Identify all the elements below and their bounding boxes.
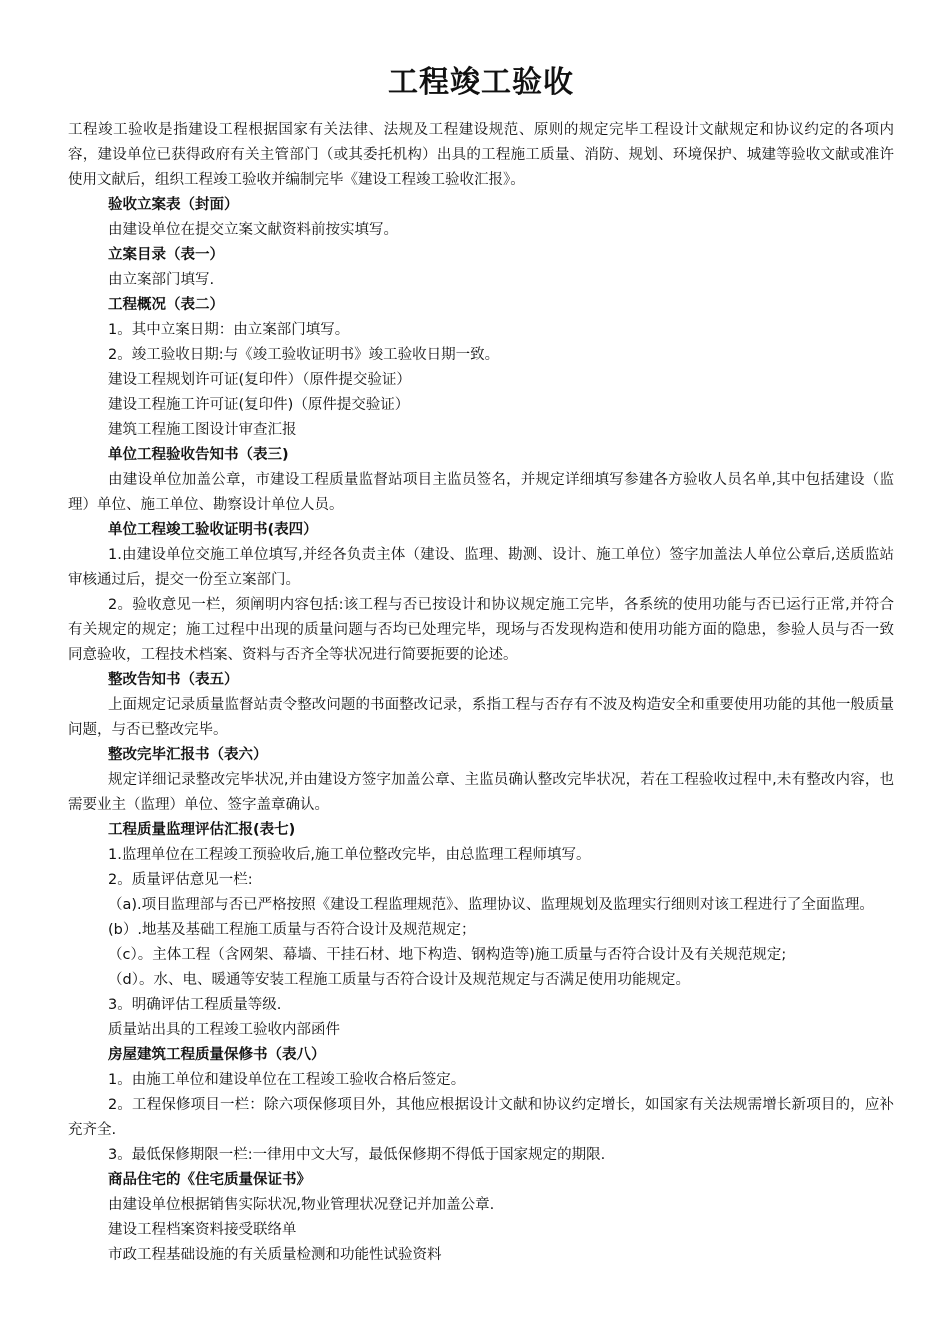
body-paragraph: （a).项目监理部与否已严格按照《建设工程监理规范》、监理协议、监理规划及监理实行细则对该工程进行了全面监理。 (108, 897, 874, 913)
body-line: 质量站出具的工程竣工验收内部函件 (108, 1022, 340, 1038)
body-line: 1。由施工单位和建设单位在工程竣工验收合格后签定。 (108, 1072, 466, 1088)
body-paragraph: 规定详细记录整改完毕状况,并由建设方签字加盖公章、主监员确认整改完毕状况，若在工程验收过程中,未有整改内容，也需要业主（监理）单位、签字盖章确认。 (68, 772, 894, 813)
body-line: 建设工程档案资料接受联络单 (108, 1222, 297, 1238)
body-line: 市政工程基础设施的有关质量检测和功能性试验资料 (108, 1247, 442, 1263)
body-line: 3。最低保修期限一栏:一律用中文大写，最低保修期不得低于国家规定的期限. (108, 1147, 606, 1163)
body-line: 1.监理单位在工程竣工预验收后,施工单位整改完毕，由总监理工程师填写。 (108, 847, 591, 863)
body-line: 2。竣工验收日期:与《竣工验收证明书》竣工验收日期一致。 (108, 347, 500, 363)
body-line: （c）。主体工程（含网架、幕墙、干挂石材、地下构造、钢构造等)施工质量与否符合设计及有关规范规定; (108, 947, 787, 963)
body-line: 3。明确评估工程质量等级. (108, 997, 282, 1013)
section-heading-table-6: 整改完毕汇报书（表六） (108, 747, 268, 763)
section-heading-cover: 验收立案表（封面） (108, 197, 239, 213)
body-paragraph: 2。工程保修项目一栏：除六项保修项目外，其他应根据设计文献和协议约定增长，如国家有关法规需增长新项目的，应补充齐全. (68, 1097, 894, 1138)
section-heading-table-3: 单位工程验收告知书（表三) (108, 447, 289, 463)
body-paragraph: 1.由建设单位交施工单位填写,并经各负责主体（建设、监理、勘测、设计、施工单位）签字加盖法人单位公章后,送质监站审核通过后，提交一份至立案部门。 (68, 547, 894, 588)
section-heading-table-4: 单位工程竣工验收证明书(表四） (108, 522, 318, 538)
section-heading-table-2: 工程概况（表二） (108, 297, 224, 313)
body-line: （d）。水、电、暖通等安装工程施工质量与否符合设计及规范规定与否满足使用功能规定。 (108, 972, 690, 988)
document-page (68, 58, 894, 1268)
section-heading-table-8: 房屋建筑工程质量保修书（表八） (108, 1047, 326, 1063)
document-body (68, 193, 894, 1268)
section-heading-table-5: 整改告知书（表五） (108, 672, 239, 688)
body-line: 由建设单位根据销售实际状况,物业管理状况登记并加盖公章. (108, 1197, 495, 1213)
body-paragraph: 上面规定记录质量监督站责令整改问题的书面整改记录，系指工程与否存有不波及构造安全和重要使用功能的其他一般质量问题，与否已整改完毕。 (68, 697, 894, 738)
body-line: 由建设单位在提交立案文献资料前按实填写。 (108, 222, 398, 238)
body-paragraph: 由建设单位加盖公章，市建设工程质量监督站项目主监员签名，并规定详细填写参建各方验收人员名单,其中包括建设（监理）单位、施工单位、勘察设计单位人员。 (68, 472, 894, 513)
body-line: 由立案部门填写. (108, 272, 215, 288)
section-heading-table-1: 立案目录（表一） (108, 247, 224, 263)
section-heading-table-7: 工程质量监理评估汇报(表七) (108, 822, 296, 838)
body-line: 2。质量评估意见一栏: (108, 872, 253, 888)
body-line: 1。其中立案日期：由立案部门填写。 (108, 322, 350, 338)
body-line: 建设工程施工许可证(复印件)（原件提交验证） (108, 397, 410, 413)
body-line: (b）.地基及基础工程施工质量与否符合设计及规范规定； (108, 922, 476, 938)
body-line: 建设工程规划许可证(复印件）（原件提交验证） (108, 372, 411, 388)
page-title: 工程竣工验收 (388, 65, 574, 100)
body-paragraph: 2。验收意见一栏，须阐明内容包括:该工程与否已按设计和协议规定施工完毕，各系统的使用功能与否已运行正常,并符合有关规定的规定；施工过程中出现的质量问题与否均已处理完毕，现场与否发现构造和使用功能方面的隐患，参验人员与否一致同意验收，工程技术档案、资料与否齐全等状况进行简要扼要的论述。 (68, 597, 894, 663)
intro-paragraph: 工程竣工验收是指建设工程根据国家有关法律、法规及工程建设规范、原则的规定完毕工程设计文献规定和协议约定的各项内容，建设单位已获得政府有关主管部门（或其委托机构）出具的工程施工质量、消防、规划、环境保护、城建等验收文献或准许使用文献后，组织工程竣工验收并编制完毕《建设工程竣工验收汇报》。 (68, 122, 894, 188)
section-heading-quality-guarantee: 商品住宅的《住宅质量保证书》 (108, 1172, 311, 1188)
body-line: 建筑工程施工图设计审查汇报 (108, 422, 297, 438)
